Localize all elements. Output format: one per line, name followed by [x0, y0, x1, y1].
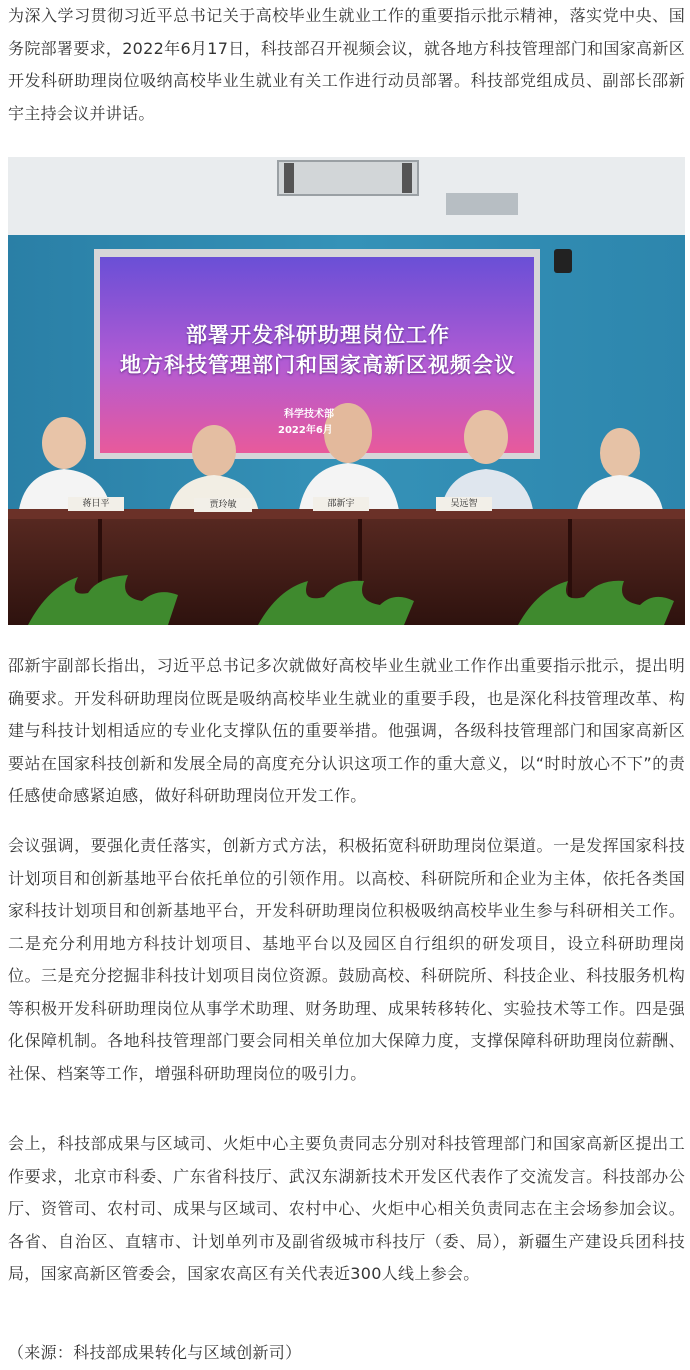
screen-organizer: 科学技术部	[284, 409, 334, 420]
article-paragraph-2: 邵新宇副部长指出，习近平总书记多次就做好高校毕业生就业工作作出重要指示批示，提出明确要求。开发科研助理岗位既是吸纳高校毕业生就业的重要手段，也是深化科技管理改革、构建与科技计划相适应的专业化支撑队伍的重要举措。他强调，各级科技管理部门和国家高新区要站在国家科技创新和发展全局的高度充分认识这项工作的重大意义，以“时时放心不下”的责任感使命感紧迫感，做好科研助理岗位开发工作。	[8, 656, 685, 805]
screen-title-line-2: 地方科技管理部门和国家高新区视频会议	[120, 353, 516, 377]
ceiling-vent	[278, 161, 418, 195]
meeting-photo-illustration	[8, 157, 685, 625]
screen-title-line-1: 部署开发科研助理岗位工作	[186, 323, 450, 347]
article-paragraph-3: 会议强调，要强化责任落实，创新方式方法，积极拓宽科研助理岗位渠道。一是发挥国家科技计划项目和创新基地平台依托单位的引领作用。以高校、科研院所和企业为主体，依托各类国家科技计划项目和创新基地平台，开发科研助理岗位积极吸纳高校毕业生参与科研相关工作。二是充分利用地方科技计划项目、基地平台以及园区自行组织的研发项目，设立科研助理岗位。三是充分挖掘非科技计划项目岗位资源。鼓励高校、科研院所、科技企业、科技服务机构等积极开发科研助理岗位从事学术助理、财务助理、成果转移转化、实验技术等工作。四是强化保障机制。各地科技管理部门要会同相关单位加大保障力度，支撑保障科研助理岗位薪酬、社保、档案等工作，增强科研助理岗位的吸引力。	[8, 836, 685, 1083]
article-paragraph-4: 会上，科技部成果与区域司、火炬中心主要负责同志分别对科技管理部门和国家高新区提出工作要求，北京市科委、广东省科技厅、武汉东湖新技术开发区代表作了交流发言。科技部办公厅、资管司、农村司、成果与区域司、农村中心、火炬中心相关负责同志在主会场参加会议。各省、自治区、直辖市、计划单列市及副省级城市科技厅（委、局），新疆生产建设兵团科技局，国家高新区管委会，国家农高区有关代表近300人线上参会。	[8, 1134, 685, 1283]
camera	[554, 249, 572, 273]
nameplate-3: 邵新宇	[313, 497, 369, 511]
screen-date: 2022年6月	[278, 425, 333, 436]
article-paragraph-1: 为深入学习贯彻习近平总书记关于高校毕业生就业工作的重要指示批示精神，落实党中央、国务院部署要求，2022年6月17日，科技部召开视频会议，就各地方科技管理部门和国家高新区开发科研助理岗位吸纳高校毕业生就业有关工作进行动员部署。科技部党组成员、副部长邵新宇主持会议并讲话。	[8, 6, 685, 123]
meeting-photo	[8, 157, 685, 625]
nameplate-1: 蒋日平	[68, 497, 124, 511]
nameplate-4: 吴远智	[436, 497, 492, 511]
nameplate-2: 贾玲敏	[194, 498, 252, 512]
article-source: （来源：科技部成果转化与区域创新司）	[8, 1343, 302, 1362]
